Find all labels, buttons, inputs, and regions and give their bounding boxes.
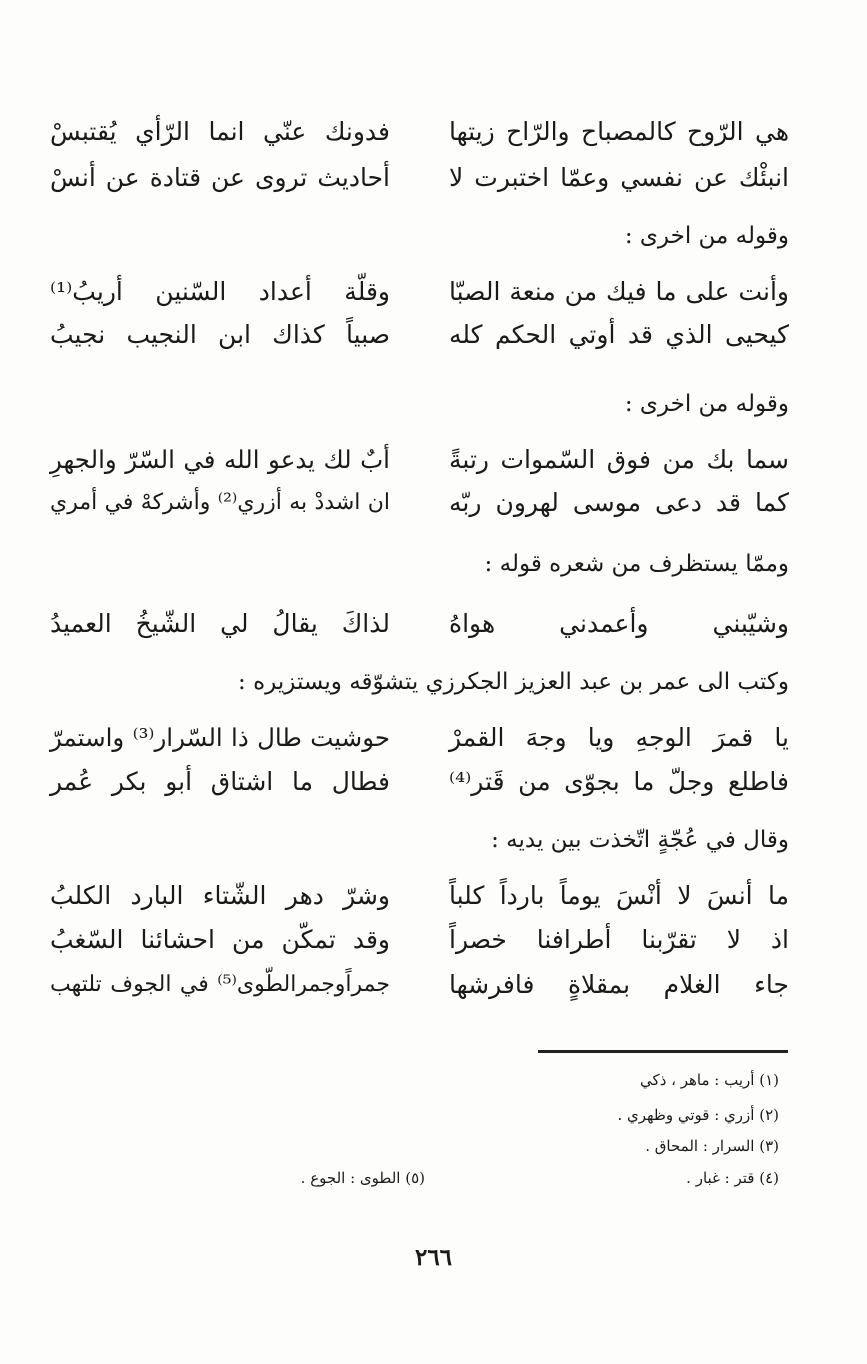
verse-line <box>50 158 789 198</box>
verse-line <box>50 315 789 355</box>
verse-second-hemistich: فطال ما اشتاق أبو بكر عُمر <box>50 767 390 796</box>
verse-line <box>50 718 789 758</box>
verse-second-hemistich: وقلّة أعداد السّنين أريبُ⁽¹⁾ <box>50 277 390 306</box>
verse-first-hemistich: هي الرّوح كالمصباح والرّاح زيتها <box>449 117 789 146</box>
verse-second-hemistich: ان اشددْ به أزري⁽²⁾ وأشركهْ في أمري <box>50 490 390 515</box>
verse-line <box>50 762 789 802</box>
verse-second-hemistich: أحاديث تروى عن قتادة عن أنسْ <box>50 163 390 192</box>
verse-first-hemistich: وشيّبني وأعمدني هواهُ <box>449 609 789 638</box>
verse-line <box>50 440 789 480</box>
verse-line <box>50 604 789 644</box>
footnote-5: (٥) الطوى : الجوع . <box>300 1169 425 1187</box>
verse-second-hemistich: فدونك عنّي انما الرّأي يُقتبسْ <box>50 117 390 146</box>
verse-line <box>50 112 789 152</box>
verse-first-hemistich: وأنت على ما فيك من منعة الصبّا <box>449 277 789 306</box>
prose-heading: وكتب الى عمر بن عبد العزيز الجكرزي يتشوّقه ويستزيره : <box>238 669 789 695</box>
verse-line <box>50 483 789 523</box>
verse-first-hemistich: يا قمرَ الوجهِ ويا وجهَ القمرْ <box>449 723 789 752</box>
verse-first-hemistich: فاطلع وجلّ ما بجوّى من قَتر⁽⁴⁾ <box>449 767 789 796</box>
verse-first-hemistich: كما قد دعى موسى لهرون ربّه <box>449 488 789 517</box>
footnote-2: (٢) أزري : قوتي وظهري . <box>617 1106 779 1124</box>
verse-second-hemistich: حوشيت طال ذا السّرار⁽³⁾ واستمرّ <box>50 723 390 752</box>
verse-second-hemistich: صبياً كذاك ابن النجيب نجيبُ <box>50 320 390 349</box>
page-number: ٢٦٦ <box>414 1244 453 1271</box>
verse-first-hemistich: سما بك من فوق السّموات رتبةً <box>449 445 789 474</box>
footnote-1: (١) أريب : ماهر ، ذكي <box>640 1071 779 1089</box>
verse-line <box>50 272 789 312</box>
verse-line <box>50 876 789 916</box>
verse-first-hemistich: انبئْك عن نفسي وعمّا اختبرت لا <box>449 163 789 192</box>
verse-first-hemistich: كيحيى الذي قد أوتي الحكم كله <box>449 320 789 349</box>
prose-heading: وقال في عُجّةٍ اتّخذت بين يديه : <box>491 827 789 853</box>
prose-heading: وممّا يستظرف من شعره قوله : <box>484 551 789 577</box>
verse-second-hemistich: أبٌ لك يدعو الله في السّرّ والجهرِ <box>50 445 390 474</box>
footnote-divider <box>538 1050 788 1053</box>
verse-line <box>50 965 789 1005</box>
footnote-4: (٤) قتر : غبار . <box>686 1169 779 1187</box>
verse-second-hemistich: وشرّ دهر الشّتاء البارد الكلبُ <box>50 881 390 910</box>
verse-second-hemistich: وقد تمكّن من احشائنا السّغبُ <box>50 925 390 954</box>
verse-second-hemistich: لذاكَ يقالُ لي الشّيخُ العميدُ <box>50 609 390 638</box>
verse-line <box>50 920 789 960</box>
verse-second-hemistich: جمراًوجمرالطّوى⁽⁵⁾ في الجوف تلتهب <box>50 972 390 997</box>
verse-first-hemistich: جاء الغلام بمقلاةٍ فافرشها <box>449 970 789 999</box>
prose-heading: وقوله من اخرى : <box>624 223 789 249</box>
verse-first-hemistich: اذ لا تقرّبنا أطرافنا خصراً <box>449 925 789 954</box>
footnote-3: (٣) السرار : المحاق . <box>645 1137 779 1155</box>
prose-heading: وقوله من اخرى : <box>624 391 789 417</box>
verse-first-hemistich: ما أنسَ لا أنْسَ يوماً بارداً كلباً <box>449 881 789 910</box>
